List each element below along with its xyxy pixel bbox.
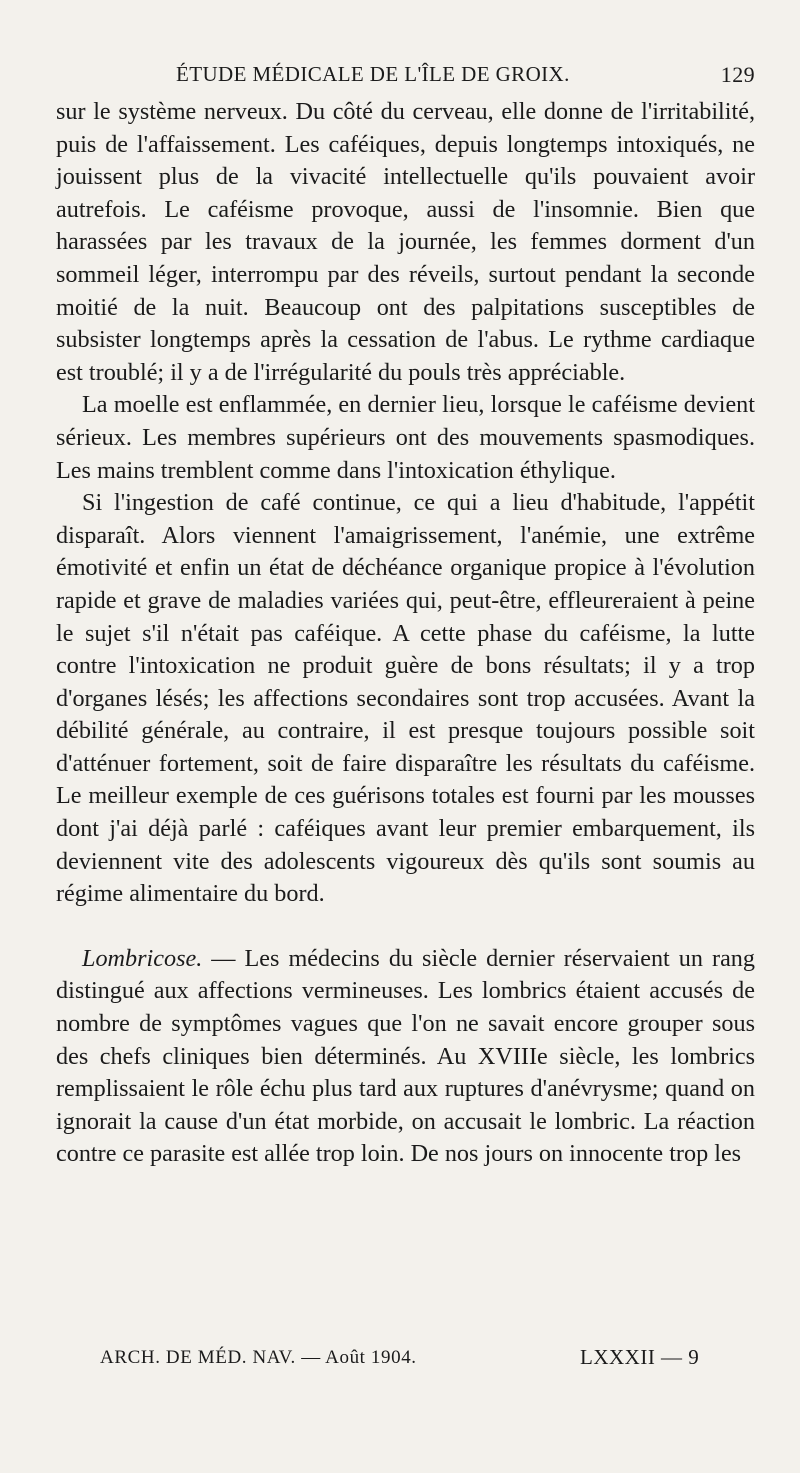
section-title: Lombricose.	[82, 944, 203, 972]
journal-reference: ARCH. DE MÉD. NAV. — Août 1904.	[100, 1347, 417, 1368]
paragraph-ingestion: Si l'ingestion de café continue, ce qui a lieu d'habitude, l'appétit disparaît. Alors viennent l'amaigrissement, l'anémie, une extrême émotivité et enfin un état de déchéance organique propice à l'évolution rapide et grave de maladies variées qui, peut-être, effleureraient à peine le sujet s'il n'était pas caféique. A cette phase du caféisme, la lutte contre l'intoxication ne produit guère de bons résultats; il y a trop d'organes lésés; les affections secondaires sont trop accusées. Avant la débilité générale, au contraire, il est presque toujours possible soit d'atténuer fortement, soit de faire disparaître les résultats du caféisme. Le meilleur exemple de ces guérisons totales est fourni par les mousses dont j'ai déjà parlé : caféiques avant leur premier embarquement, ils deviennent vite des adolescents vigoureux dès qu'ils sont soumis au régime alimentaire du bord.	[56, 489, 755, 908]
paragraph-continuation: sur le système nerveux. Du côté du cerveau, elle donne de l'irritabilité, puis de l'affaissement. Les caféiques, depuis longtemps intoxiqués, ne jouissent plus de la vivacité intellectuelle qu'ils pouvaient avoir autrefois. Le caféisme provoque, aussi de l'insomnie. Bien que harassées par les travaux de la journée, les femmes dorment d'un sommeil léger, interrompu par des réveils, surtout pendant la seconde moitié de la nuit. Beaucoup ont des palpitations susceptibles de subsister longtemps après la cessation de l'abus. Le rythme cardiaque est troublé; il y a de l'irrégularité du pouls très appréciable.	[56, 98, 755, 386]
signature-mark: LXXXII — 9	[580, 1345, 700, 1369]
page-number: 129	[720, 62, 755, 87]
section-text: Les médecins du siècle dernier réservaient un rang distingué aux affections vermineuses. Les lombrics étaient accusés de nombre de symptômes vagues que l'on ne savait encore grouper sous des chefs cliniques bien déterminés. Au XVIIIe siècle, les lombrics remplissaient le rôle échu plus tard aux ruptures d'anévrysme; quand on ignorait la cause d'un état morbide, on accusait le lombric. La réaction contre ce parasite est allée trop loin. De nos jours on innocente trop les	[56, 944, 755, 1168]
running-header	[56, 58, 755, 96]
body-text	[56, 96, 755, 1171]
section-lombricose	[56, 943, 755, 1171]
paragraph-moelle: La moelle est enflammée, en dernier lieu, lorsque le caféisme devient sérieux. Les membres supérieurs ont des mouvements spasmodiques. Les mains tremblent comme dans l'intoxication éthylique.	[56, 391, 755, 484]
page-footer	[100, 1341, 755, 1381]
running-title: ÉTUDE MÉDICALE DE L'ÎLE DE GROIX.	[176, 62, 570, 86]
section-dash: —	[202, 944, 245, 972]
